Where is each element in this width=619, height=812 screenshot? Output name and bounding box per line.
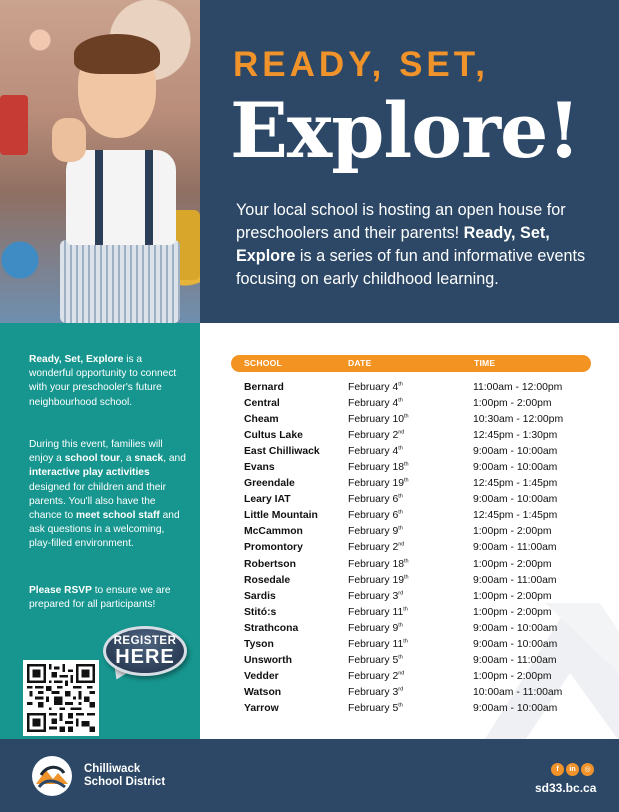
- school-name: Greendale: [244, 478, 295, 490]
- event-time: 9:00am - 11:00am: [473, 654, 557, 666]
- school-name: Bernard: [244, 382, 284, 393]
- school-name: Cultus Lake: [244, 430, 303, 442]
- school-name: Watson: [244, 686, 282, 698]
- school-name: Yarrow: [244, 702, 279, 714]
- footer: [0, 739, 619, 812]
- column-header-school: SCHOOL: [244, 358, 282, 368]
- event-time: 1:00pm - 2:00pm: [473, 398, 552, 410]
- event-time: 9:00am - 10:00am: [473, 622, 558, 634]
- schedule-table-body: [200, 380, 619, 717]
- instagram-icon[interactable]: ◎: [581, 763, 594, 776]
- event-time: 9:00am - 11:00am: [473, 542, 557, 554]
- event-date: February 10th: [348, 413, 409, 426]
- qr-code[interactable]: [23, 660, 99, 736]
- headline: Explore!: [230, 86, 580, 175]
- school-name: Evans: [244, 462, 275, 474]
- event-date: February 2nd: [348, 429, 405, 442]
- event-time: 12:45pm - 1:30pm: [473, 430, 558, 442]
- website-link[interactable]: sd33.bc.ca: [535, 781, 597, 795]
- event-date: February 3rd: [348, 590, 404, 602]
- table-row: [200, 476, 619, 492]
- school-name: Rosedale: [244, 574, 291, 586]
- event-date: February 4th: [348, 381, 403, 393]
- here-label: HERE: [115, 646, 175, 668]
- column-header-time: TIME: [474, 358, 496, 368]
- event-date: February 3rd: [348, 686, 404, 698]
- linkedin-icon[interactable]: in: [566, 763, 579, 776]
- event-date: February 6th: [348, 509, 403, 522]
- facebook-icon[interactable]: f: [551, 763, 564, 776]
- table-row: [200, 701, 619, 717]
- schedule-table-header: [231, 355, 591, 372]
- table-row: [200, 589, 619, 605]
- child-thumbs-up-photo: [0, 0, 200, 323]
- qr-code-icon: [27, 664, 95, 732]
- table-row: [200, 492, 619, 508]
- school-name: Little Mountain: [244, 510, 318, 522]
- table-row: [200, 396, 619, 412]
- table-row: [200, 380, 619, 396]
- school-name: Robertson: [244, 558, 296, 570]
- table-row: [200, 524, 619, 540]
- event-time: 9:00am - 10:00am: [473, 462, 558, 474]
- school-name: Vedder: [244, 670, 279, 682]
- event-date: February 19th: [348, 477, 409, 490]
- table-row: [200, 460, 619, 476]
- table-row: [200, 540, 619, 556]
- event-date: February 19th: [348, 574, 409, 586]
- event-date: February 18th: [348, 558, 409, 570]
- event-time: 9:00am - 10:00am: [473, 494, 558, 506]
- event-time: 1:00pm - 2:00pm: [473, 526, 552, 538]
- social-links: [551, 763, 596, 777]
- table-row: [200, 412, 619, 428]
- column-header-date: DATE: [348, 358, 372, 368]
- school-name: Unsworth: [244, 654, 292, 666]
- sidebar-paragraph-intro: Ready, Set, Explore is a wonderful opportunity to connect with your preschooler's future neighbourhood school.: [29, 354, 177, 408]
- school-name: East Chilliwack: [244, 446, 320, 458]
- event-date: February 11th: [348, 638, 408, 650]
- register-label: REGISTER: [113, 635, 177, 647]
- school-name: Tyson: [244, 638, 274, 650]
- sidebar-paragraph-details: During this event, families will enjoy a school tour, a snack, and interactive play activities designed for children and their parents. You'll also have the chance to meet school staff and ask questions in a welcoming, play-filled environment.: [29, 439, 186, 550]
- event-time: 12:45pm - 1:45pm: [473, 478, 558, 490]
- table-row: [200, 573, 619, 589]
- school-name: McCammon: [244, 526, 303, 538]
- event-time: 11:00am - 12:00pm: [473, 382, 563, 393]
- table-row: [200, 637, 619, 653]
- table-row: [200, 508, 619, 524]
- sidebar-paragraph-rsvp: Please RSVP to ensure we are prepared for all participants!: [29, 585, 171, 611]
- event-date: February 2nd: [348, 542, 405, 554]
- table-row: [200, 621, 619, 637]
- table-row: [200, 653, 619, 669]
- district-name: Chilliwack School District: [84, 763, 166, 788]
- event-time: 9:00am - 10:00am: [473, 446, 558, 458]
- chilliwack-district-logo-icon: [31, 755, 73, 797]
- event-time: 9:00am - 10:00am: [473, 702, 558, 714]
- intro-text: Your local school is hosting an open house for preschoolers and their parents! Ready, Set, Explore is a series of fun and informative events focusing on early childhood learning.: [236, 201, 586, 288]
- event-date: February 11th: [348, 606, 408, 618]
- event-date: February 18th: [348, 461, 409, 474]
- event-time: 9:00am - 10:00am: [473, 638, 558, 650]
- school-name: Promontory: [244, 542, 303, 554]
- event-date: February 2nd: [348, 670, 405, 682]
- register-here-button[interactable]: [103, 626, 187, 682]
- event-time: 10:30am - 12:00pm: [473, 414, 564, 426]
- event-time: 12:45pm - 1:45pm: [473, 510, 558, 522]
- table-row: [200, 685, 619, 701]
- event-date: February 9th: [348, 525, 403, 538]
- event-time: 1:00pm - 2:00pm: [473, 590, 552, 602]
- school-name: Leary IAT: [244, 494, 291, 506]
- tagline: READY, SET,: [233, 45, 489, 84]
- table-row: [200, 444, 619, 460]
- event-time: 1:00pm - 2:00pm: [473, 558, 552, 570]
- event-date: February 4th: [348, 445, 403, 458]
- event-time: 1:00pm - 2:00pm: [473, 670, 552, 682]
- school-name: Sardis: [244, 590, 276, 602]
- event-date: February 5th: [348, 654, 403, 666]
- event-date: February 9th: [348, 622, 403, 634]
- school-name: Strathcona: [244, 622, 299, 634]
- school-name: Central: [244, 398, 280, 410]
- event-date: February 6th: [348, 493, 403, 506]
- event-time: 1:00pm - 2:00pm: [473, 606, 552, 618]
- table-row: [200, 428, 619, 444]
- event-time: 9:00am - 11:00am: [473, 574, 557, 586]
- school-name: Stitó:s: [244, 606, 277, 618]
- school-name: Cheam: [244, 414, 279, 426]
- event-date: February 5th: [348, 702, 403, 714]
- table-row: [200, 557, 619, 573]
- event-date: February 4th: [348, 397, 403, 410]
- schedule-panel: [200, 323, 619, 739]
- event-time: 10:00am - 11:00am: [473, 686, 563, 698]
- info-sidebar: [0, 323, 200, 739]
- table-row: [200, 605, 619, 621]
- table-row: [200, 669, 619, 685]
